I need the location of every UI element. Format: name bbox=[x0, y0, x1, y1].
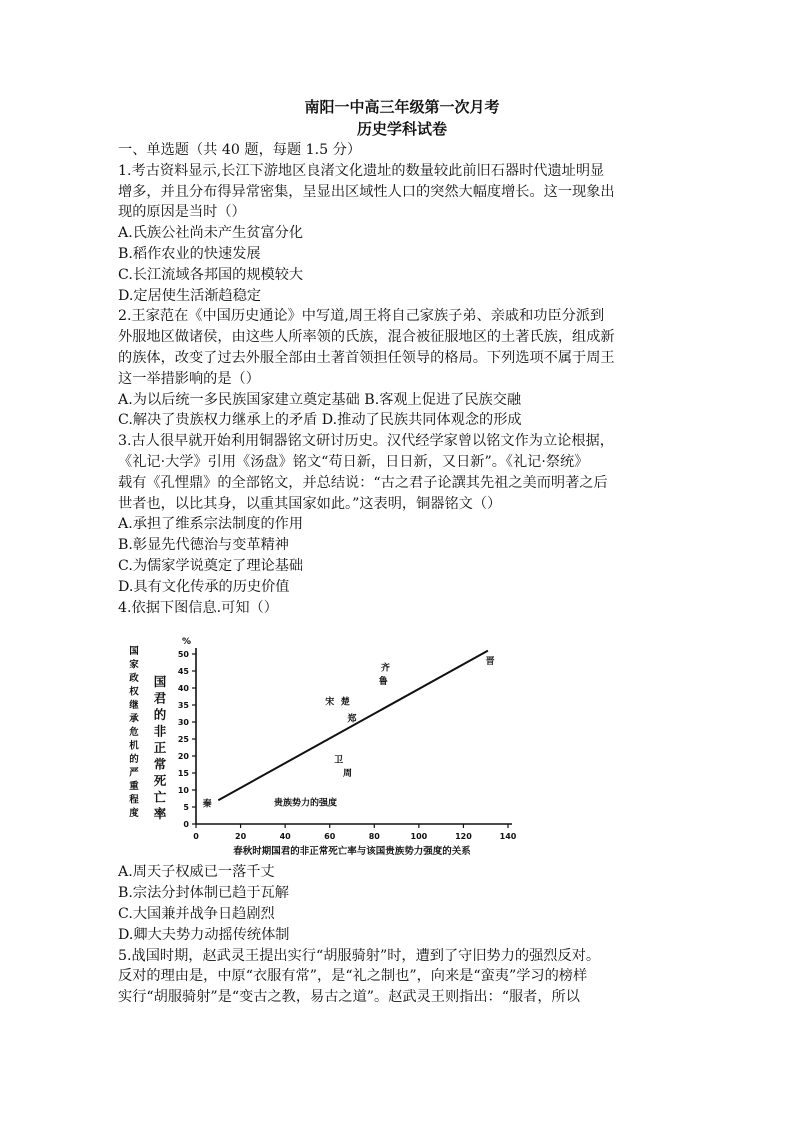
option-a: A.周天子权威已一落千丈 bbox=[118, 864, 275, 881]
point-label-卫: 卫 bbox=[334, 755, 344, 766]
question-text-line: 世者也，以比其身，以重其国家如此。”这表明，铜器铭文（） bbox=[118, 495, 502, 512]
x-tick-label: 140 bbox=[499, 832, 517, 842]
option-c-d: C.解决了贵族权力继承上的矛盾 D.推动了民族共同体观念的形成 bbox=[118, 412, 522, 429]
question-text-line: 反对的理由是，中原“衣服有常”，是“礼之制也”，向来是“蛮夷”学习的榜样 bbox=[118, 968, 588, 985]
y-tick-label: 15 bbox=[177, 769, 189, 779]
y-tick-label: 10 bbox=[177, 786, 189, 796]
inner-y-label-char: 常 bbox=[153, 756, 167, 772]
point-label-郑: 郑 bbox=[347, 714, 357, 725]
outer-y-label-char: 的 bbox=[129, 754, 139, 766]
x-tick-label: 60 bbox=[324, 832, 336, 842]
y-unit-label: % bbox=[182, 637, 192, 648]
question-3 bbox=[118, 431, 686, 597]
option-a-b: A.为以后统一多民族国家建立奠定基础 B.客观上促进了民族交融 bbox=[118, 391, 522, 408]
y-tick-label: 30 bbox=[177, 718, 189, 728]
question-text-line: 现的原因是当时（） bbox=[118, 204, 246, 221]
option-c: C.长江流域各邦国的规模较大 bbox=[118, 266, 304, 283]
question-text-line: 实行“胡服骑射”是“变古之教，易古之道”。赵武灵王则指出：“服者，所以 bbox=[118, 989, 580, 1006]
question-text-line: 载有《孔悝鼎》的全部铭文，并总结说：“古之君子论譔其先祖之美而明著之后 bbox=[118, 474, 608, 491]
x-ticks bbox=[193, 824, 517, 841]
point-labels bbox=[202, 655, 495, 810]
question-5 bbox=[118, 946, 686, 1008]
question-text-line: 5.战国时期，赵武灵王提出实行“胡服骑射”时，遭到了守旧势力的强烈反对。 bbox=[118, 947, 601, 964]
point-label-楚: 楚 bbox=[340, 697, 350, 708]
scatter-chart bbox=[118, 626, 528, 858]
y-tick-label: 35 bbox=[177, 701, 189, 711]
question-text-line: 《礼记·大学》引用《汤盘》铭文“苟日新，日日新，又日新”。《礼记·祭统》 bbox=[118, 453, 589, 470]
question-text-line: 增多，并且分布得异常密集，呈显出区域性人口的突然大幅度增长。这一现象出 bbox=[118, 183, 615, 200]
outer-y-label-char: 危 bbox=[129, 727, 139, 739]
outer-y-label-char: 家 bbox=[129, 659, 139, 671]
y-tick-label: 0 bbox=[183, 820, 189, 830]
y-tick-label: 50 bbox=[177, 650, 189, 660]
outer-y-label-char: 严 bbox=[129, 767, 139, 779]
exam-content bbox=[118, 96, 686, 1008]
inner-y-label-char: 率 bbox=[153, 806, 167, 822]
x-tick-label: 40 bbox=[279, 832, 291, 842]
option-c: C.大国兼并战争日趋剧烈 bbox=[118, 905, 275, 922]
y-tick-label: 45 bbox=[177, 667, 189, 677]
inner-y-label-char: 亡 bbox=[153, 789, 167, 805]
inner-y-label-char: 君 bbox=[153, 690, 167, 706]
option-b: B.宗法分封体制已趋于瓦解 bbox=[118, 885, 289, 902]
question-4 bbox=[118, 598, 686, 946]
question-4-chart bbox=[118, 626, 528, 858]
question-text-line: 这一举措影响的是（） bbox=[118, 370, 260, 387]
question-text-line: 外服地区做诸侯，由这些人所率领的氏族，混合被征服地区的土著氏族，组成新 bbox=[118, 329, 615, 346]
section-heading: 一、单选题（共 40 题，每题 1.5 分） bbox=[118, 142, 362, 158]
y-tick-label: 5 bbox=[183, 803, 189, 813]
y-tick-label: 20 bbox=[177, 752, 189, 762]
question-text-line: 4.依据下图信息.可知（） bbox=[118, 599, 278, 616]
question-text-line: 2.王家范在《中国历史通论》中写道,周王将自己家族子弟、亲戚和功臣分派到 bbox=[118, 308, 605, 325]
question-text-line: 3.古人很早就开始利用铜器铭文研讨历史。汉代经学家曾以铭文作为立论根据， bbox=[118, 433, 614, 450]
inner-y-label-char: 国 bbox=[153, 674, 167, 690]
option-d: D.具有文化传承的历史价值 bbox=[118, 578, 290, 595]
y-ticks bbox=[178, 650, 196, 829]
question-1 bbox=[118, 161, 686, 307]
outer-y-label-char: 重 bbox=[129, 781, 139, 793]
option-c: C.为儒家学说奠定了理论基础 bbox=[118, 557, 304, 574]
outer-y-label-char: 程 bbox=[129, 794, 139, 806]
trend-line bbox=[218, 651, 488, 801]
exam-subtitle: 历史学科试卷 bbox=[356, 120, 447, 138]
option-d: D.定居使生活渐趋稳定 bbox=[118, 287, 262, 304]
outer-y-label-char: 国 bbox=[129, 646, 139, 658]
x-axis-label: 贵族势力的强度 bbox=[274, 798, 338, 809]
x-tick-label: 0 bbox=[193, 832, 199, 842]
y-tick-label: 40 bbox=[177, 684, 189, 694]
inner-y-label-char: 死 bbox=[153, 773, 167, 789]
option-a: A.氏族公社尚未产生贫富分化 bbox=[118, 225, 304, 242]
outer-y-label-char: 政 bbox=[129, 673, 139, 685]
question-2 bbox=[118, 306, 686, 431]
outer-y-axis-label bbox=[128, 645, 139, 819]
point-label-宋: 宋 bbox=[325, 697, 335, 708]
x-tick-label: 20 bbox=[235, 832, 247, 842]
inner-y-axis-label bbox=[154, 674, 167, 821]
y-tick-label: 25 bbox=[177, 735, 189, 745]
chart-title: 春秋时期国君的非正常死亡率与该国贵族势力强度的关系 bbox=[233, 846, 471, 858]
outer-y-label-char: 机 bbox=[129, 740, 139, 752]
point-label-周: 周 bbox=[343, 769, 353, 780]
option-a: A.承担了维系宗法制度的作用 bbox=[118, 516, 304, 533]
point-label-鲁: 鲁 bbox=[378, 677, 388, 688]
point-label-晋: 晋 bbox=[485, 657, 495, 668]
point-label-秦: 秦 bbox=[202, 799, 212, 810]
x-tick-label: 100 bbox=[410, 832, 428, 842]
outer-y-label-char: 继 bbox=[129, 700, 139, 712]
option-b: B.彰显先代德治与变革精神 bbox=[118, 537, 289, 554]
inner-y-label-char: 正 bbox=[153, 740, 167, 756]
question-text-line: 的族体，改变了过去外服全部由土著首领担任领导的格局。下列选项不属于周王 bbox=[118, 349, 615, 366]
outer-y-label-char: 承 bbox=[129, 713, 139, 725]
point-label-齐: 齐 bbox=[380, 663, 390, 674]
option-b: B.稻作农业的快速发展 bbox=[118, 245, 261, 262]
x-tick-label: 120 bbox=[455, 832, 472, 842]
x-tick-label: 80 bbox=[368, 832, 380, 842]
question-text-line: 1.考古资料显示,长江下游地区良渚文化遗址的数量较此前旧石器时代遗址明显 bbox=[118, 162, 605, 179]
outer-y-label-char: 权 bbox=[129, 686, 139, 698]
exam-title: 南阳一中高三年级第一次月考 bbox=[304, 98, 500, 116]
option-d: D.卿大夫势力动摇传统体制 bbox=[118, 926, 290, 943]
inner-y-label-char: 的 bbox=[153, 707, 167, 723]
outer-y-label-char: 度 bbox=[129, 808, 139, 820]
inner-y-label-char: 非 bbox=[153, 723, 167, 739]
